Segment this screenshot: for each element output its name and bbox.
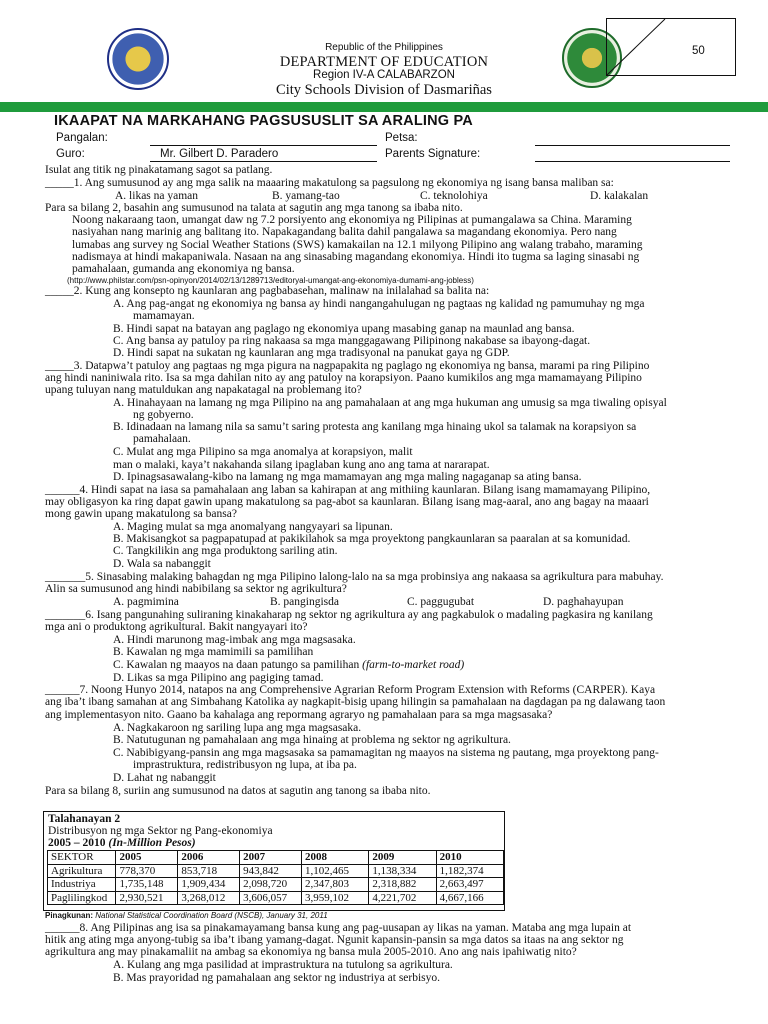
question-5: _______5. Sinasabing malaking bahagdan ng mga Pilipino lalong-lalo na sa mga probinsiya ang nakaasa sa agrikultura para mabuhay. [45,571,664,583]
table-header-cell: 2005 [116,851,178,865]
passage-line: lumabas ang survey ng Social Weather Stations (SWS) kamakailan na 12.1 milyong Pilipino ang walang trabaho, maraming [72,239,643,251]
question-8-cont: agrikultura ang may pinakamaliit na ambag sa ekonomiya ng bansa mula 2005-2010. Ano ang nais ipahiwatig nito? [45,946,577,958]
q2-option-d: D. Hindi sapat na sukatan ng kaunlaran ang mga tradisyonal na panukat gaya ng GDP. [113,347,510,359]
q1-option-d: D. kalakalan [590,190,649,202]
table-header-row [48,851,504,865]
name-field[interactable] [150,145,377,146]
table-source [45,911,328,920]
header-divider-bar [0,102,768,112]
score-box [606,18,736,76]
region-label: Region IV-A CALABARZON [313,69,455,81]
table-cell: Agrikultura [48,864,116,878]
teacher-label: Guro: [56,148,85,160]
teacher-field-line [150,161,377,162]
question-3-cont: upang tuluyan nang matuldukan ang napakatagal na problemang ito? [45,384,362,396]
table-cell: 778,370 [116,864,178,878]
question-2: _____2. Kung ang konsepto ng kaunlaran ang pagbabasehan, malinaw na inilalahad sa balita na: [45,285,490,297]
q7-option-a: A. Nagkakaroon ng sariling lupa ang mga magsasaka. [113,722,362,734]
table-subtitle: Distribusyon ng mga Sektor ng Pang-ekonomiya [48,825,273,837]
table-caption: Talahanayan 2 [48,813,121,825]
date-label: Petsa: [385,132,418,144]
q3-option-a-cont: ng gobyerno. [133,409,194,421]
q2-option-a: A. Ang pag-angat ng ekonomiya ng bansa ay hindi nangangahulugan ng pagtaas ng kalidad ng pamumuhay ng mga [113,298,645,310]
exam-title: IKAAPAT NA MARKAHANG PAGSUSUSLIT SA ARALING PA [54,113,473,129]
table-header-cell: 2009 [369,851,436,865]
question-4-cont: mong gawin upang makatulong sa bansa? [45,508,237,520]
question-6-cont: mga ani o produktong agrikultural. Bakit nangyayari ito? [45,621,308,633]
table-cell: 2,318,882 [369,878,436,892]
table-cell: 3,268,012 [178,891,240,905]
table-period-years: 2005 – 2010 [48,837,109,849]
q7-option-d: D. Lahat ng nabanggit [113,772,216,784]
table-cell: 3,606,057 [240,891,302,905]
question-5-cont: Alin sa sumusunod ang hindi nabibilang sa sektor ng agrikultura? [45,583,347,595]
passage-line: pamahalaan, gumanda ang ekonomiya ng bansa. [72,263,295,275]
q5-option-a: A. pagmimina [113,596,179,608]
table-cell: 943,842 [240,864,302,878]
question-4: ______4. Hindi sapat na iasa sa pamahalaan ang laban sa kahirapan at ang mithiing kaunlaran. Bilang isang mamamayang Pilipino, [45,484,651,496]
q4-option-c: C. Tangkilikin ang mga produktong sariling atin. [113,545,338,557]
table-cell: 2,930,521 [116,891,178,905]
q5-option-d: D. paghahayupan [543,596,624,608]
sector-table [47,850,504,905]
republic-label: Republic of the Philippines [325,42,443,53]
table-header-cell: SEKTOR [48,851,116,865]
instruction: Isulat ang titik ng pinakatamang sagot sa patlang. [45,164,273,176]
q7-option-c: C. Nabibigyang-pansin ang mga magsasaka sa pamamagitan ng maayos na sistema ng pautang, mga proyektong pang- [113,747,659,759]
question-8: ______8. Ang Pilipinas ang isa sa pinakamayamang bansa kung ang pag-uusapan ay likas na yaman. Mataba ang mga lupain at [45,922,632,934]
q7-option-c-cont: imprastruktura, redistribusyon ng lupa, at iba pa. [133,759,357,771]
q5-option-c: C. paggugubat [407,596,475,608]
division-label: City Schools Division of Dasmariñas [276,82,492,98]
q7-option-b: B. Natutugunan ng pamahalaan ang mga hinaing at problema ng sektor ng agrikultura. [113,734,511,746]
table-source-text: National Statistical Coordination Board (NSCB), January 31, 2011 [93,911,328,920]
question-4-cont: may obligasyon ka ring dapat gawin upang makatulong sa pag-abot sa kaunlaran. Bilang isang mag-aaral, ano ang bagay na maaari [45,496,649,508]
q8-option-b: B. Mas prayoridad ng pamahalaan ang sektor ng industriya at serbisyo. [113,972,441,984]
table-cell: 2,663,497 [436,878,503,892]
q6-option-d: D. Likas sa mga Pilipino ang pagiging tamad. [113,672,324,684]
table-cell: 1,102,465 [302,864,369,878]
passage-line: nadismaya at hindi makapaniwala. Nasaan na ang sinasabing magandang ekonomiya. Hindi ito tugma sa laging sinasabi ng [72,251,640,263]
passage-line: Noong nakaraang taon, umangat daw ng 7.2 porsiyento ang ekonomiya ng Pilipinas at pumangalawa sa China. Maraming [72,214,632,226]
q4-option-d: D. Wala sa nabanggit [113,558,211,570]
table-period [48,837,196,849]
q1-option-a: A. likas na yaman [115,190,199,202]
q4-option-a: A. Maging mulat sa mga anomalyang nangyayari sa lipunan. [113,521,393,533]
table-header-cell: 2006 [178,851,240,865]
question-7-cont: ang iba’t ibang samahan at ang Simbahang Katolika ay nagkapit-bisig upang hilingin sa pamahalaan na dagdagan pa ng dalawang taon [45,696,666,708]
table-cell: 2,098,720 [240,878,302,892]
question-8-cont: hitik ang ating mga anyong-tubig sa iba’t ibang yamang-dagat. Ngunit kapansin-pansin sa mga datos sa itaas na ang sektor ng [45,934,624,946]
table-cell: 2,347,803 [302,878,369,892]
q3-option-b: B. Idinadaan na lamang nila sa samu’t saring protesta ang kanilang mga hinaing ukol sa talamak na korapsiyon sa [113,421,637,433]
table-cell: Industriya [48,878,116,892]
question-7: ______7. Noong Hunyo 2014, natapos na ang Comprehensive Agrarian Reform Program Extension with Reforms (CARPER). Kaya [45,684,656,696]
teacher-value: Mr. Gilbert D. Paradero [160,148,279,160]
question-7-cont: ang implementasyon nito. Gaano ba kahalaga ang repormang agraryo ng pamahalaan para sa mga magsasaka? [45,709,553,721]
question-6: _______6. Isang pangunahing suliraning kinakaharap ng sektor ng agrikultura ay ang pagkabulok o madaling pagkasira ng kanilang [45,609,653,621]
passage-source: (http://www.philstar.com/psn-opinyon/2014/02/13/1289713/editoryal-umangat-ang-ekonomiya-dumami-ang-jobless) [67,276,474,285]
table-header-cell: 2008 [302,851,369,865]
table-row [48,864,504,878]
table-cell: 1,182,374 [436,864,503,878]
q1-option-b: B. yamang-tao [272,190,340,202]
table-cell: Paglilingkod [48,891,116,905]
q6-option-c-note: (farm-to-market road) [362,659,465,671]
q6-option-c-text: C. Kawalan ng maayos na daan patungo sa pamilihan [113,659,363,671]
q2-option-c: C. Ang bansa ay patuloy pa ring nakaasa sa mga manggagawang Pilipinong nakabase sa ibayong-dagat. [113,335,591,347]
score-divider [607,19,735,75]
table-header-cell: 2010 [436,851,503,865]
q2-option-b: B. Hindi sapat na batayan ang paglago ng ekonomiya upang masabing ganap na maunlad ang bansa. [113,323,575,335]
table-row [48,891,504,905]
table-header-cell: 2007 [240,851,302,865]
q8-option-a: A. Kulang ang mga pasilidad at imprastruktura na tutulong sa agrikultura. [113,959,453,971]
q3-option-b-cont: pamahalaan. [133,433,191,445]
table-period-unit: (In-Million Pesos) [108,837,196,849]
parents-signature-field[interactable] [535,161,730,162]
q5-option-b: B. pangingisda [270,596,339,608]
passage-intro: Para sa bilang 2, basahin ang sumusunod na talata at sagutin ang mga tanong sa ibaba nito. [45,202,463,214]
name-label: Pangalan: [56,132,108,144]
q6-option-b: B. Kawalan ng mga mamimili sa pamilihan [113,646,314,658]
table-cell: 1,909,434 [178,878,240,892]
department-title: DEPARTMENT OF EDUCATION [279,54,489,70]
table-cell: 1,735,148 [116,878,178,892]
data-table-box [43,811,505,911]
parents-signature-label: Parents Signature: [385,148,481,160]
question-3: _____3. Datapwa’t patuloy ang pagtaas ng mga pigura na nagpapakita ng paglago ng ekonomiya ng bansa, marami pa ring Pilipino [45,360,650,372]
q3-option-c-cont: man o malaki, kaya’t nakahanda silang ipaglaban kung ano ang tama at nararapat. [113,459,490,471]
q3-option-d: D. Ipinagsasawalang-kibo na lamang ng mga mamamayan ang mga maling nagaganap sa ating bansa. [113,471,582,483]
q6-option-a: A. Hindi marunong mag-imbak ang mga magsasaka. [113,634,356,646]
question-8-intro: Para sa bilang 8, suriin ang sumusunod na datos at sagutin ang tanong sa ibaba nito. [45,785,431,797]
table-cell: 853,718 [178,864,240,878]
q1-option-c: C. teknolohiya [420,190,488,202]
table-cell: 1,138,334 [369,864,436,878]
table-source-label: Pinagkunan: [45,911,94,920]
table-cell: 4,667,166 [436,891,503,905]
q2-option-a-cont: mamamayan. [133,310,195,322]
date-field[interactable] [535,145,730,146]
score-total: 50 [692,45,705,57]
table-cell: 4,221,702 [369,891,436,905]
q4-option-b: B. Makisangkot sa pagpapatupad at pakikilahok sa mga proyektong pangkaunlaran sa paaralan at sa komunidad. [113,533,631,545]
question-1: _____1. Ang sumusunod ay ang mga salik na maaaring makatulong sa pagsulong ng ekonomiya ng isang bansa maliban sa: [45,177,614,189]
table-cell: 3,959,102 [302,891,369,905]
q6-option-c [113,659,464,671]
table-row [48,878,504,892]
q3-option-a: A. Hinahayaan na lamang ng mga Pilipino na ang pamahalaan at ang mga hukuman ang umusig sa mga tiwaling opisyal [113,397,667,409]
passage-line: nasiyahan nang marinig ang balitang ito. Napakagandang balita dahil pangalawa sa magandang ekonomiya. Pero nang [72,226,617,238]
q3-option-c: C. Mulat ang mga Pilipino sa mga anomalya at korapsiyon, malit [113,446,413,458]
question-3-cont: ang hindi naniniwala rito. Isa sa mga dahilan nito ay ang patuloy na korapsiyon. Paano kumikilos ang mga mamamayang Pilipino [45,372,642,384]
